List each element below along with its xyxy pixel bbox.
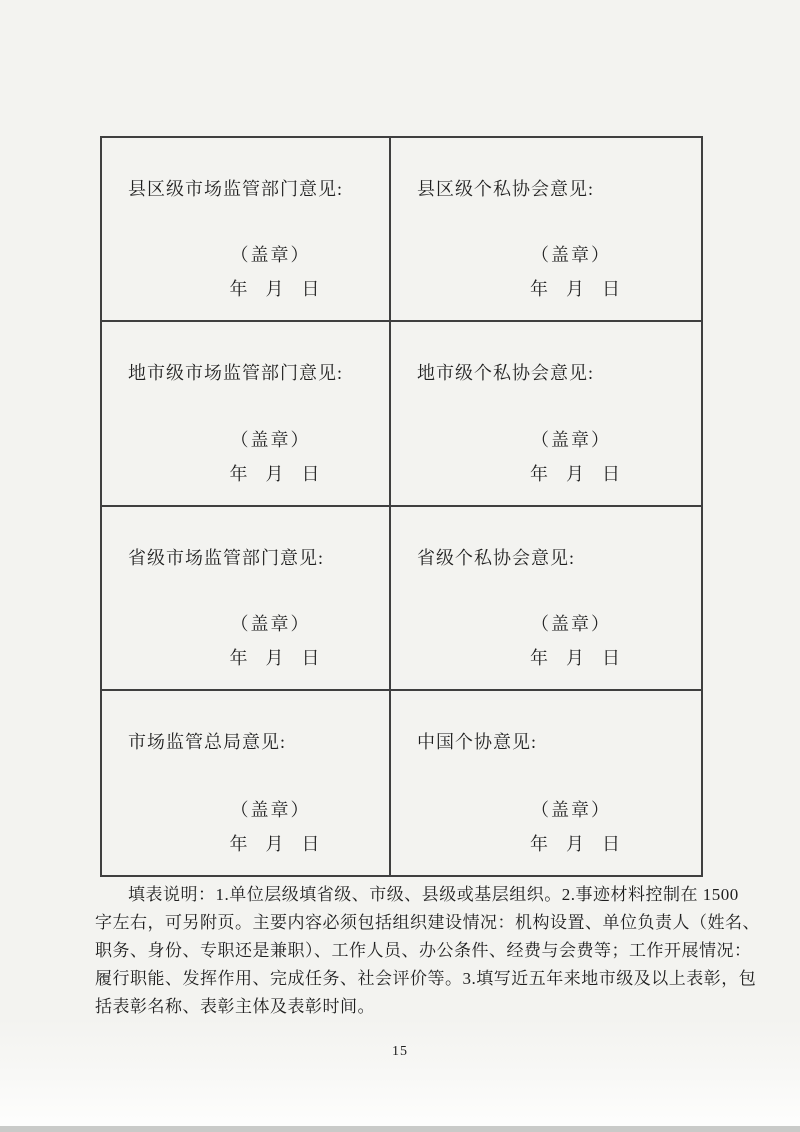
stamp-placeholder: （盖章） — [230, 800, 311, 820]
instructions-line: 字左右，可另附页。主要内容必须包括组织建设情况：机构设置、单位负责人（姓名、 — [95, 913, 760, 932]
date-placeholder: 年 月 日 — [530, 647, 620, 668]
stamp-placeholder: （盖章） — [230, 429, 311, 450]
date-placeholder: 年 月 日 — [229, 834, 320, 854]
cell-province-private-association — [391, 507, 701, 691]
cell-china-private-association — [391, 691, 701, 875]
cell-city-market-regulator — [102, 322, 391, 506]
opinion-label: 地市级个私协会意见: — [417, 363, 595, 384]
stamp-placeholder: （盖章） — [230, 613, 311, 634]
stamp-placeholder: （盖章） — [230, 245, 311, 266]
cell-city-private-association — [391, 322, 701, 506]
cell-national-market-regulator — [102, 691, 391, 875]
stamp-placeholder: （盖章） — [531, 245, 611, 266]
opinion-label: 地市级市场监管部门意见: — [128, 363, 343, 384]
page-number: 15 — [392, 1044, 408, 1059]
date-placeholder: 年 月 日 — [530, 463, 620, 484]
cell-province-market-regulator — [102, 507, 391, 691]
date-placeholder: 年 月 日 — [229, 279, 320, 300]
opinion-label: 县区级个私协会意见: — [417, 179, 595, 199]
instructions-line: 职务、身份、专职还是兼职）、工作人员、办公条件、经费与会费等；工作开展情况： — [95, 941, 752, 960]
date-placeholder: 年 月 日 — [530, 279, 620, 300]
opinion-label: 省级个私协会意见: — [417, 547, 576, 568]
scan-edge-artifact — [0, 1126, 800, 1132]
opinion-label: 市场监管总局意见: — [128, 731, 287, 752]
cell-county-private-association — [391, 138, 701, 322]
date-placeholder: 年 月 日 — [530, 834, 620, 854]
opinion-label: 县区级市场监管部门意见: — [128, 179, 343, 199]
date-placeholder: 年 月 日 — [229, 463, 320, 484]
instructions-line: 括表彰名称、表彰主体及表彰时间。 — [95, 997, 375, 1016]
instructions-line: 履行职能、发挥作用、完成任务、社会评价等。3.填写近五年来地市级及以上表彰，包 — [95, 969, 757, 988]
signoff-table — [100, 136, 703, 877]
instructions-line: 填表说明：1.单位层级填省级、市级、县级或基层组织。2.事迹材料控制在 1500 — [128, 885, 739, 904]
stamp-placeholder: （盖章） — [531, 613, 611, 634]
stamp-placeholder: （盖章） — [531, 800, 611, 820]
cell-county-market-regulator — [102, 138, 391, 322]
form-instructions — [95, 881, 760, 1021]
opinion-label: 中国个协意见: — [417, 731, 538, 752]
date-placeholder: 年 月 日 — [229, 647, 320, 668]
opinion-label: 省级市场监管部门意见: — [128, 547, 324, 568]
stamp-placeholder: （盖章） — [531, 429, 611, 450]
